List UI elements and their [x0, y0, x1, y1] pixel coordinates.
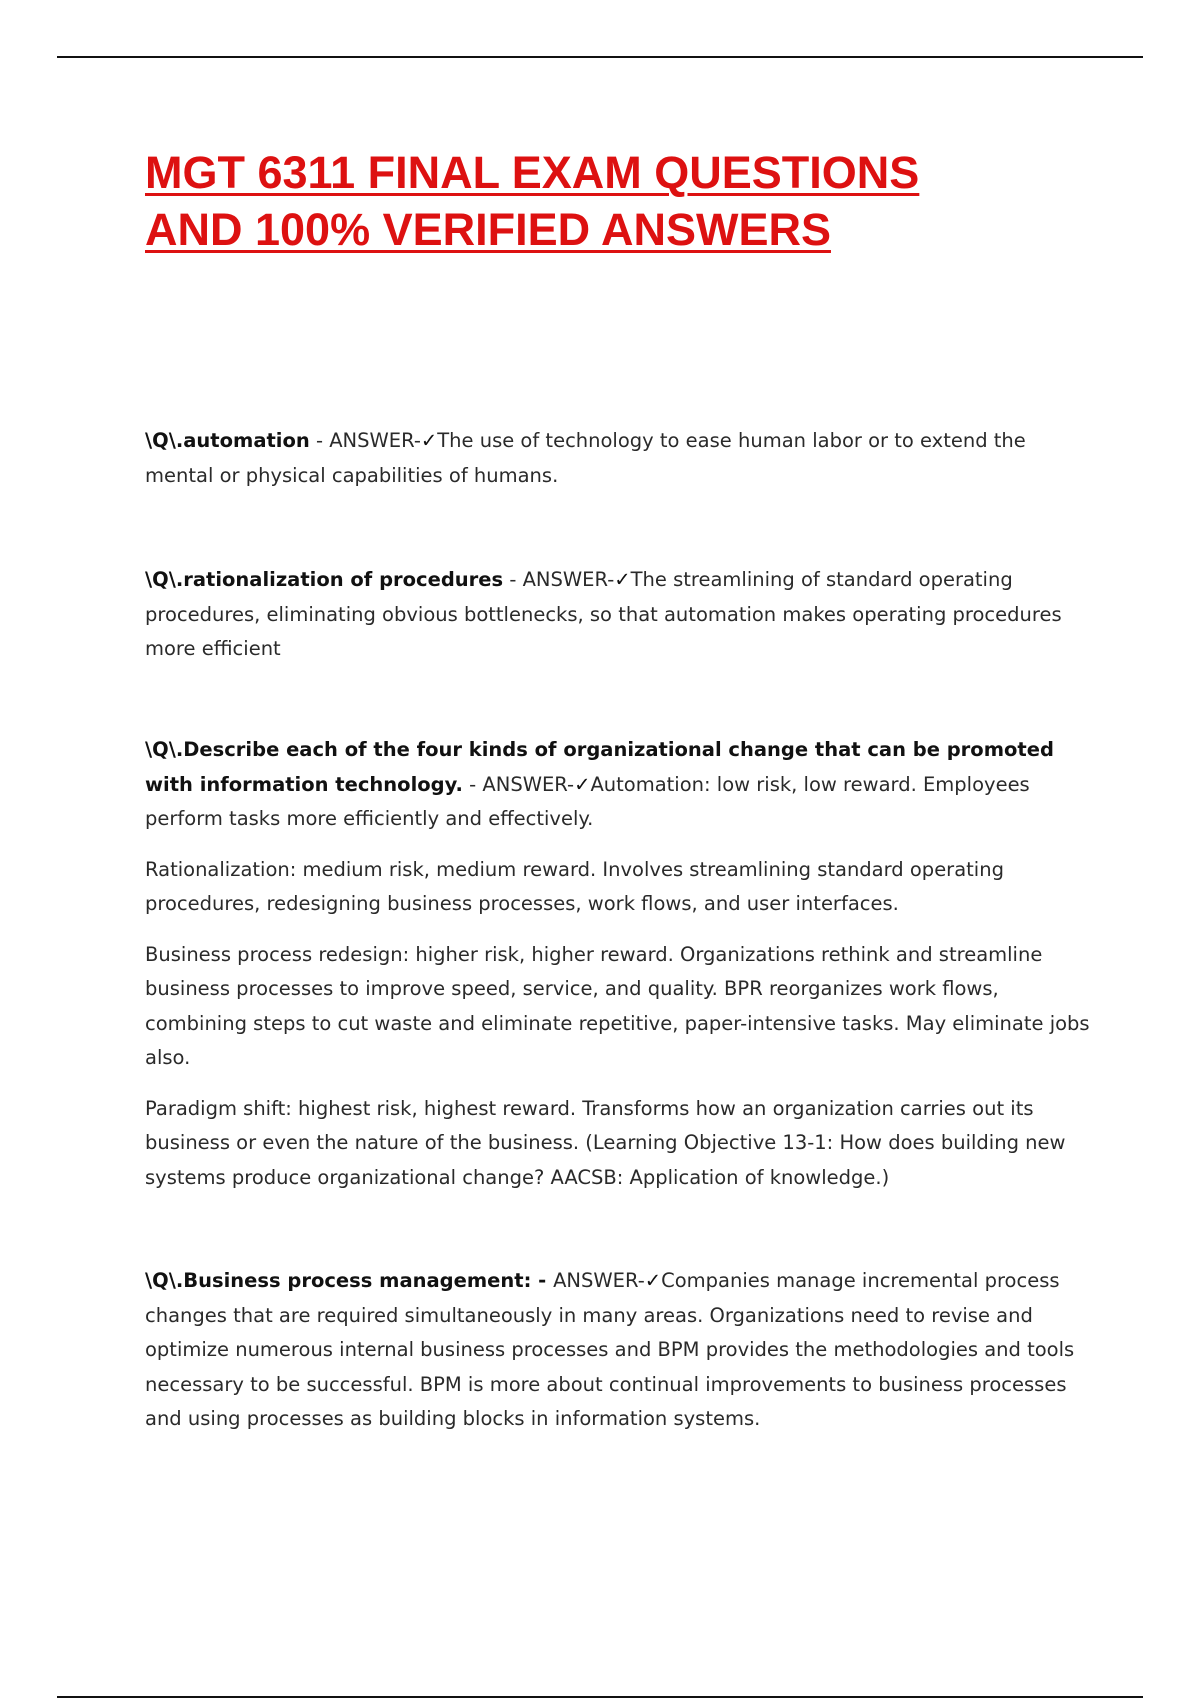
qa-paragraph [145, 1264, 1090, 1437]
check-icon: ✓ [614, 568, 631, 591]
answer-prefix: ANSWER- [553, 1269, 645, 1292]
question-text [145, 568, 503, 591]
question-label: Describe each of the four kinds of organizational change that can be promoted with information technology. [145, 738, 1054, 796]
title-line-1: MGT 6311 FINAL EXAM QUESTIONS [145, 147, 920, 198]
question-prefix: \Q\. [145, 738, 184, 761]
question-prefix: \Q\. [145, 429, 184, 452]
answer-paragraph-rationalization: Rationalization: medium risk, medium reward. Involves streamlining standard operating procedures, redesigning business processes, work flows, and user interfaces. [145, 857, 1004, 915]
question-prefix: \Q\. [145, 568, 184, 591]
answer-paragraph-bpr: Business process redesign: higher risk, higher reward. Organizations rethink and streamline business processes to improve speed, service, and quality. BPR reorganizes work flows, combining steps to cut waste and eliminate repetitive, paper-intensive tasks. May eliminate jobs also. [145, 942, 1090, 1069]
qa-paragraph [145, 733, 1090, 837]
check-icon: ✓ [420, 429, 438, 452]
question-prefix: \Q\. [145, 1269, 184, 1292]
answer-text: Automation: low risk, low reward. Employees perform tasks more efficiently and effectively. [145, 772, 1030, 830]
answer-prefix: ANSWER- [522, 568, 615, 591]
qa-paragraph [145, 563, 1090, 667]
answer-prefix: ANSWER- [482, 772, 575, 796]
check-icon: ✓ [644, 1269, 662, 1292]
question-text [145, 1269, 553, 1292]
bottom-divider [57, 1696, 1143, 1698]
document-title [145, 144, 1045, 258]
question-label: automation [183, 429, 310, 452]
answer-paragraph-paradigm-shift: Paradigm shift: highest risk, highest reward. Transforms how an organization carries out its business or even the nature of the business. (Learning Objective 13-1: How does building new systems produce organizational change? AACSB: Application of knowledge.) [145, 1096, 1066, 1189]
title-line-2: AND 100% VERIFIED ANSWERS [145, 204, 831, 255]
qa-item-bpm [145, 1264, 1090, 1437]
qa-item-rationalization [145, 563, 1090, 667]
separator: - [309, 429, 330, 452]
answer-text: The streamlining of standard operating procedures, eliminating obvious bottlenecks, so that automation makes operating procedures more efficient [145, 568, 1062, 660]
separator: - [503, 568, 523, 591]
qa-item-organizational-change [145, 733, 1090, 1195]
qa-paragraph [145, 424, 1090, 493]
qa-item-automation [145, 424, 1090, 493]
separator: - [531, 1269, 554, 1292]
check-icon: ✓ [574, 772, 591, 796]
answer-text: The use of technology to ease human labor or to extend the mental or physical capabilities of humans. [145, 429, 1026, 487]
question-label: rationalization of procedures [183, 568, 504, 591]
answer-prefix: ANSWER- [329, 429, 421, 452]
question-text [145, 429, 310, 452]
separator: - [462, 772, 483, 796]
question-label: Business process management: [183, 1269, 532, 1292]
top-divider [57, 56, 1143, 58]
answer-text: Companies manage incremental process changes that are required simultaneously in many areas. Organizations need to revise and optimize numerous internal business processes and BPM provides the methodologies and tools necessary to be successful. BPM is more about continual improvements to business processes and using processes as building blocks in information systems. [145, 1269, 1075, 1430]
